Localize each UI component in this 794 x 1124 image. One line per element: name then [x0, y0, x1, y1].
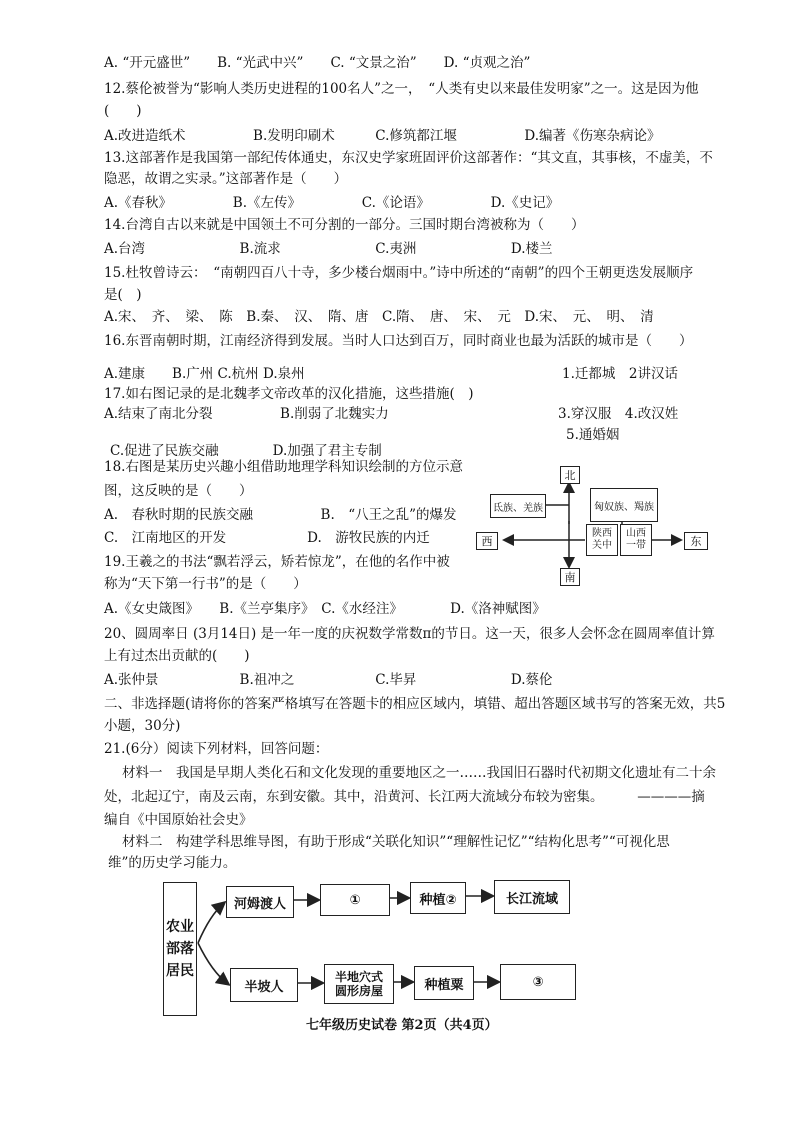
text-line: 16.东晋南朝时期，江南经济得到发展。当时人口达到百万，同时商业也最为活跃的城市是（ ）: [104, 333, 693, 349]
text-line: 14.台湾自古以来就是中国领土不可分割的一部分。三国时期台湾被称为（ ）: [104, 217, 585, 233]
text-line: 处，北起辽宁，南及云南，东到安徽。其中，沿黄河、长江两大流域分布较为密集。 ————摘: [104, 789, 705, 805]
text-line: 21.(6分）阅读下列材料，回答问题：: [104, 741, 329, 757]
mindmap-row2-banpo: 半坡人: [230, 968, 298, 1002]
reform-measure-3: 5.通婚姻: [566, 427, 620, 443]
text-line: A.《春秋》 B.《左传》 C.《论语》 D.《史记》: [104, 195, 560, 211]
text-line: A.张仲景 B.祖冲之 C.毕昇 D.蔡伦: [104, 672, 553, 688]
map-north-label: 北: [560, 466, 580, 484]
text-line: 二、非选择题(请将你的答案严格填写在答题卡的相应区域内，填错、超出答题区域书写的答案无效，共5: [104, 696, 726, 712]
mindmap-row1-hemudu: 河姆渡人: [226, 886, 294, 918]
map-box-shanxi: 山西 一带: [620, 524, 652, 556]
text-line: A. 春秋时期的民族交融 B. “八王之乱”的爆发: [104, 507, 457, 523]
text-line: 20、圆周率日 (3月14日) 是一年一度的庆祝数学常数π的节日。这一天，很多人会怀念在圆周率值计算: [104, 626, 715, 642]
reform-measure-1: 1.迁都城 2讲汉话: [562, 366, 678, 382]
text-line: 19.王羲之的书法“飘若浮云，矫若惊龙”，在他的名作中被: [104, 554, 450, 570]
text-line: A.结束了南北分裂 B.削弱了北魏实力: [104, 406, 389, 422]
mindmap-row2-crop: 种植粟: [414, 966, 474, 1000]
text-line: C. 江南地区的开发 D. 游牧民族的内迁: [104, 530, 430, 546]
text-line: 维”的历史学习能力。: [108, 855, 237, 871]
map-box-xiongnu-jie: 匈奴族、羯族: [590, 488, 658, 522]
map-box-shaanxi: 陕西 关中: [586, 524, 618, 556]
text-line: A.改进造纸术 B.发明印刷术 C.修筑都江堰 D.编著《伤寒杂病论》: [104, 128, 661, 144]
mindmap-row1-region: 长江流域: [494, 880, 570, 914]
text-line: 编自《中国原始社会史》: [104, 812, 253, 828]
mindmap-row1-blank1: ①: [320, 884, 390, 916]
text-line: 隐恶，故谓之实录。”这部著作是（ ）: [104, 171, 348, 187]
text-line: 材料二 构建学科思维导图，有助于形成“关联化知识”“理解性记忆”“结构化思考”“可视化思: [122, 834, 670, 850]
map-box-di-qiang: 氐族、羌族: [490, 494, 546, 518]
text-line: A.建康 B.广州 C.杭州 D.泉州: [104, 366, 305, 382]
text-line: 小题，30分): [104, 718, 181, 734]
text-line: 13.这部著作是我国第一部纪传体通史，东汉史学家班固评价这部著作：“其文直，其事核，不虚美，不: [104, 150, 713, 166]
mindmap-row1-crop: 种植②: [410, 882, 466, 914]
mindmap-root: 农业部落居民: [163, 882, 197, 1016]
text-line: C.促进了民族交融 D.加强了君主专制: [110, 443, 382, 459]
map-west-label: 西: [476, 532, 498, 550]
text-line: ( ): [104, 103, 142, 119]
map-south-label: 南: [560, 568, 580, 586]
text-line: A. “开元盛世” B. “光武中兴” C. “文景之治” D. “贞观之治”: [104, 55, 531, 71]
text-line: 18.右图是某历史兴趣小组借助地理学科知识绘制的方位示意: [104, 459, 463, 475]
text-line: A.台湾 B.流求 C.夷洲 D.楼兰: [104, 241, 553, 257]
page-footer: 七年级历史试卷 第2页（共4页）: [306, 1018, 498, 1033]
text-line: 材料一 我国是早期人类化石和文化发现的重要地区之一……我国旧石器时代初期文化遗址有二十余: [122, 765, 716, 781]
text-line: 17.如右图记录的是北魏孝文帝改革的汉化措施，这些措施( ): [104, 386, 474, 402]
mindmap-branch-bottom: [198, 943, 228, 984]
text-line: 12.蔡伦被誉为“影响人类历史进程的100名人”之一， “人类有史以来最佳发明家”之一。这是因为他: [104, 81, 699, 97]
text-line: 是( ): [104, 287, 142, 303]
text-line: 图，这反映的是（ ）: [104, 483, 253, 499]
reform-measure-2: 3.穿汉服 4.改汉姓: [558, 406, 679, 422]
text-line: 15.杜牧曾诗云： “南朝四百八十寺，多少楼台烟雨中。”诗中所述的“南朝”的四个王朝更迭发展顺序: [104, 265, 694, 281]
mindmap-row2-house: 半地穴式 圆形房屋: [324, 964, 394, 1004]
text-line: A.《女史箴图》 B.《兰亭集序》 C.《水经注》 D.《洛神赋图》: [104, 601, 546, 617]
text-line: A.宋、 齐、 梁、 陈 B.秦、 汉、 隋、唐 C.隋、 唐、 宋、 元 D.宋、 元、 明、 清: [104, 309, 654, 325]
mindmap-row2-blank3: ③: [500, 964, 576, 1000]
mindmap-branch-top: [198, 903, 224, 943]
text-line: 称为“天下第一行书”的是（ ）: [104, 576, 307, 592]
text-line: 上有过杰出贡献的( ): [104, 648, 250, 664]
map-east-label: 东: [684, 532, 708, 550]
